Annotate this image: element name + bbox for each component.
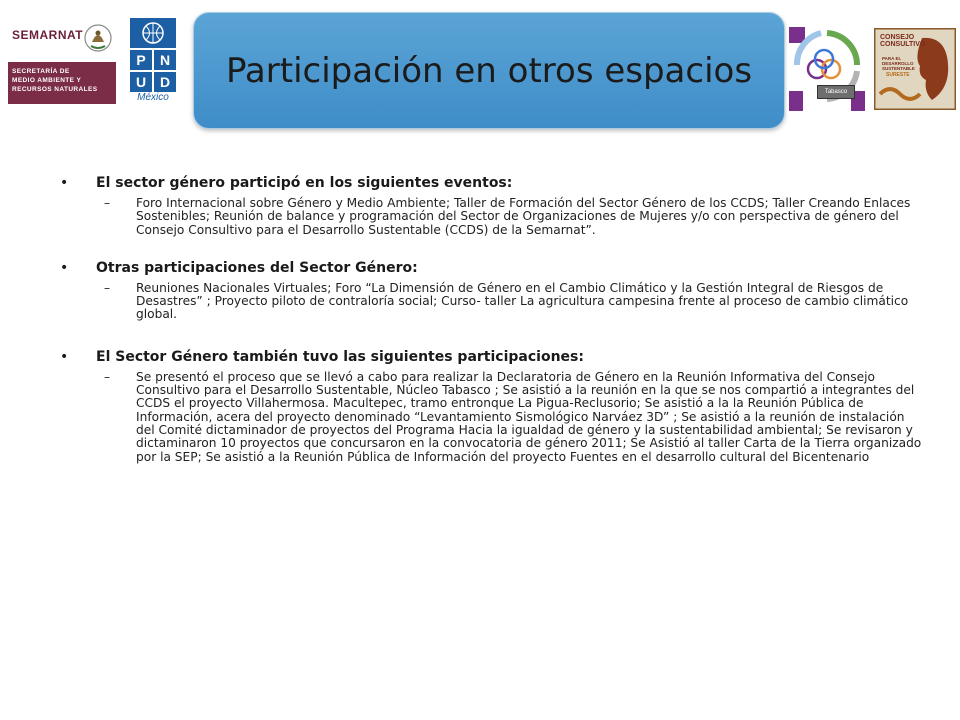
sub-bullet-item (60, 197, 920, 237)
tabasco-label: Tabasco (817, 85, 855, 99)
bullet-heading (60, 259, 920, 277)
pnud-letter: P (136, 52, 146, 68)
consejo-title-line: CONSEJO (880, 34, 915, 41)
consejo-subtitle-line: DESARROLLO (882, 61, 914, 66)
section-additional-participations (60, 348, 920, 464)
page-title: Participación en otros espacios (225, 50, 753, 91)
consejo-consultivo-logo (874, 28, 956, 110)
title-box (193, 12, 785, 129)
consejo-title (880, 34, 925, 48)
semarnat-subtitle-line: RECURSOS NATURALES (12, 86, 98, 93)
semarnat-subtitle-line: SECRETARÍA DE (12, 68, 70, 75)
consejo-title-line: CONSULTIVO (880, 41, 926, 48)
bullet-icon: • (60, 259, 69, 276)
pnud-logo (130, 18, 176, 108)
bullet-icon: • (60, 175, 69, 191)
semarnat-logo-banner (8, 18, 116, 58)
section-events (60, 174, 920, 237)
pnud-letter: U (135, 74, 147, 90)
bullet-icon: • (60, 348, 69, 365)
sub-bullet-item (60, 371, 920, 464)
slide-body (60, 174, 920, 486)
dash-icon: – (104, 196, 111, 210)
bullet-heading (60, 348, 920, 366)
semarnat-wordmark: SEMARNAT (12, 28, 84, 42)
tabasco-rings-icon (787, 25, 867, 113)
sub-bullet-text: Se presentó el proceso que se llevó a cabo para realizar la Declaratoria de Género en la Reunión Informativa del Consejo Consultivo para el Desarrollo Sustentable, Núcleo Tabasco ; Se asistió a la reunión en la que se nos compartió a integrantes del CCDS el proyecto Villahermosa. Macultepec, tramo entronque La Pigua-Reclusorio; Se asistió a la la Reunión Pública de Información, acera del proyecto denominado “Levantamiento Sismológico Narváez 3D” ; Se asistió a la reunión de instalación del Comité dictaminador de proyectos del Programa Hacia la igualdad de género y la sustentabilidad ambiental; Se revisaron y dictaminaron 10 proyectos que concursaron en la convocatoria de género 2011; Se Asistió al taller Carta de la Tierra organizado por la SEP; Se asistió a la Reunión Pública de Información del proyecto Fuentes en el desarrollo cultural del Bicentenario (136, 369, 922, 464)
dash-icon: – (104, 280, 111, 295)
sub-bullet-item (60, 282, 920, 322)
consejo-subtitle-line: SUSTENTABLE (882, 66, 915, 71)
mexico-eagle-seal-icon (82, 20, 114, 58)
pnud-emblem-icon (130, 18, 176, 92)
section-heading: El Sector Género también tuvo las siguientes participaciones: (96, 348, 584, 365)
semarnat-subtitle (8, 62, 116, 104)
pnud-letter: D (159, 74, 171, 90)
section-heading: El sector género participó en los siguientes eventos: (96, 175, 513, 191)
pnud-letter: N (159, 52, 171, 68)
pnud-country: México (137, 92, 169, 103)
section-other-participations (60, 259, 920, 322)
sub-bullet-text: Reuniones Nacionales Virtuales; Foro “La Dimensión de Género en el Cambio Climático y la Gestión Integral de Riesgos de Desastres” ; Proyecto piloto de contraloría social; Curso- taller La agricultura campesina frente al proceso de cambio climático global. (136, 280, 909, 322)
section-heading: Otras participaciones del Sector Género: (96, 259, 418, 276)
dash-icon: – (104, 369, 111, 384)
bullet-heading (60, 174, 920, 192)
semarnat-subtitle-line: MEDIO AMBIENTE Y (12, 77, 82, 84)
sub-bullet-text: Foro Internacional sobre Género y Medio Ambiente; Taller de Formación del Sector Género de los CCDS; Taller Creando Enlaces Sostenibles; Reunión de balance y programación del Sector de Organizaciones de Mujeres y/o con perspectiva de género del Consejo Consultivo para el Desarrollo Sustentable (CCDS) de la Semarnat”. (136, 196, 911, 237)
tabasco-logo (787, 25, 867, 113)
consejo-region: SURESTE (886, 72, 910, 78)
consejo-subtitle-line: PARA EL (882, 56, 902, 61)
consejo-subtitle (882, 56, 915, 71)
semarnat-logo (8, 18, 116, 104)
